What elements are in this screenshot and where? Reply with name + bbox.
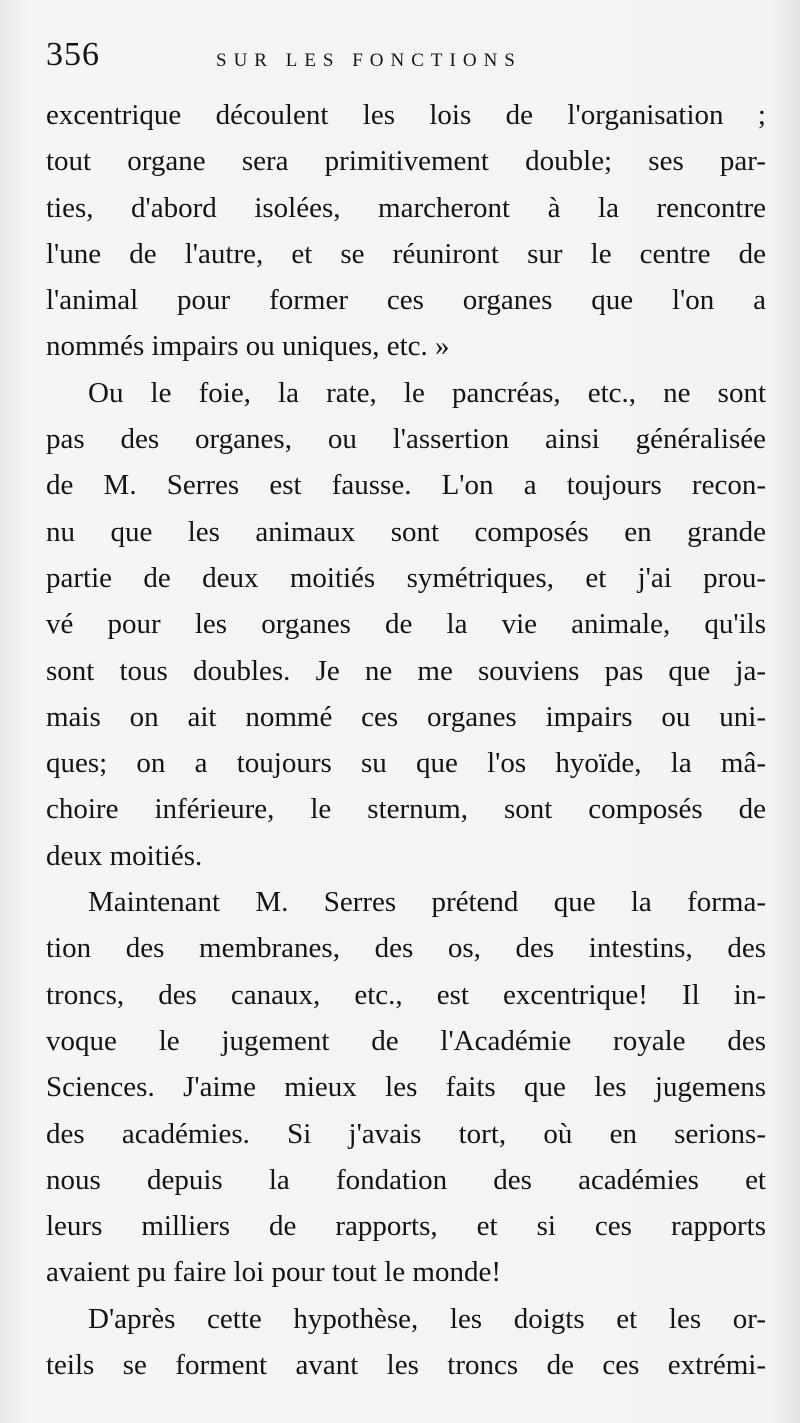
text-line: tion des membranes, des os, des intestins, des: [46, 932, 766, 965]
text-line: ties, d'abord isolées, marcheront à la rencontre: [46, 191, 766, 224]
running-head: SUR LES FONCTIONS: [216, 50, 522, 71]
text-line: Ou le foie, la rate, le pancréas, etc., ne sont: [88, 376, 766, 409]
text-line: voque le jugement de l'Académie royale des: [46, 1024, 766, 1057]
page-number: 356: [46, 36, 100, 73]
text-line: Sciences. J'aime mieux les faits que les jugemens: [46, 1071, 766, 1104]
text-line: deux moitiés.: [46, 839, 203, 872]
text-line: mais on ait nommé ces organes impairs ou uni-: [46, 700, 766, 733]
text-line: Maintenant M. Serres prétend que la forma-: [88, 886, 766, 919]
text-line: tout organe sera primitivement double; ses par-: [46, 145, 766, 178]
text-line: troncs, des canaux, etc., est excentrique! Il in-: [46, 978, 766, 1011]
text-line: l'une de l'autre, et se réuniront sur le centre de: [46, 237, 766, 270]
text-line: choire inférieure, le sternum, sont composés de: [46, 793, 766, 826]
text-line: partie de deux moitiés symétriques, et j'ai prou-: [46, 561, 766, 594]
paragraph: [46, 370, 766, 879]
text-line: vé pour les organes de la vie animale, qu'ils: [46, 608, 766, 641]
page-header: [46, 36, 766, 86]
text-line: teils se forment avant les troncs de ces extrémi-: [46, 1349, 766, 1382]
paragraph: [46, 1296, 766, 1389]
text-line: D'après cette hypothèse, les doigts et les or-: [88, 1302, 766, 1335]
text-line: leurs milliers de rapports, et si ces rapports: [46, 1210, 766, 1243]
text-line: des académies. Si j'avais tort, où en serions-: [46, 1117, 766, 1150]
text-line: excentrique découlent les lois de l'organisation ;: [46, 99, 766, 131]
text-line: nu que les animaux sont composés en grande: [46, 515, 766, 548]
text-line: sont tous doubles. Je ne me souviens pas que ja-: [46, 654, 766, 687]
paragraph: [46, 879, 766, 1296]
text-line: l'animal pour former ces organes que l'on a: [46, 284, 766, 317]
body-text: [46, 92, 766, 1388]
text-line: avaient pu faire loi pour tout le monde!: [46, 1256, 501, 1289]
text-line: ques; on a toujours su que l'os hyoïde, la mâ-: [46, 747, 766, 780]
text-line: pas des organes, ou l'assertion ainsi généralisée: [46, 423, 766, 456]
text-line: de M. Serres est fausse. L'on a toujours recon-: [46, 469, 766, 502]
text-line: nous depuis la fondation des académies et: [46, 1163, 766, 1196]
paragraph: [46, 92, 766, 370]
text-line: nommés impairs ou uniques, etc. »: [46, 330, 450, 363]
